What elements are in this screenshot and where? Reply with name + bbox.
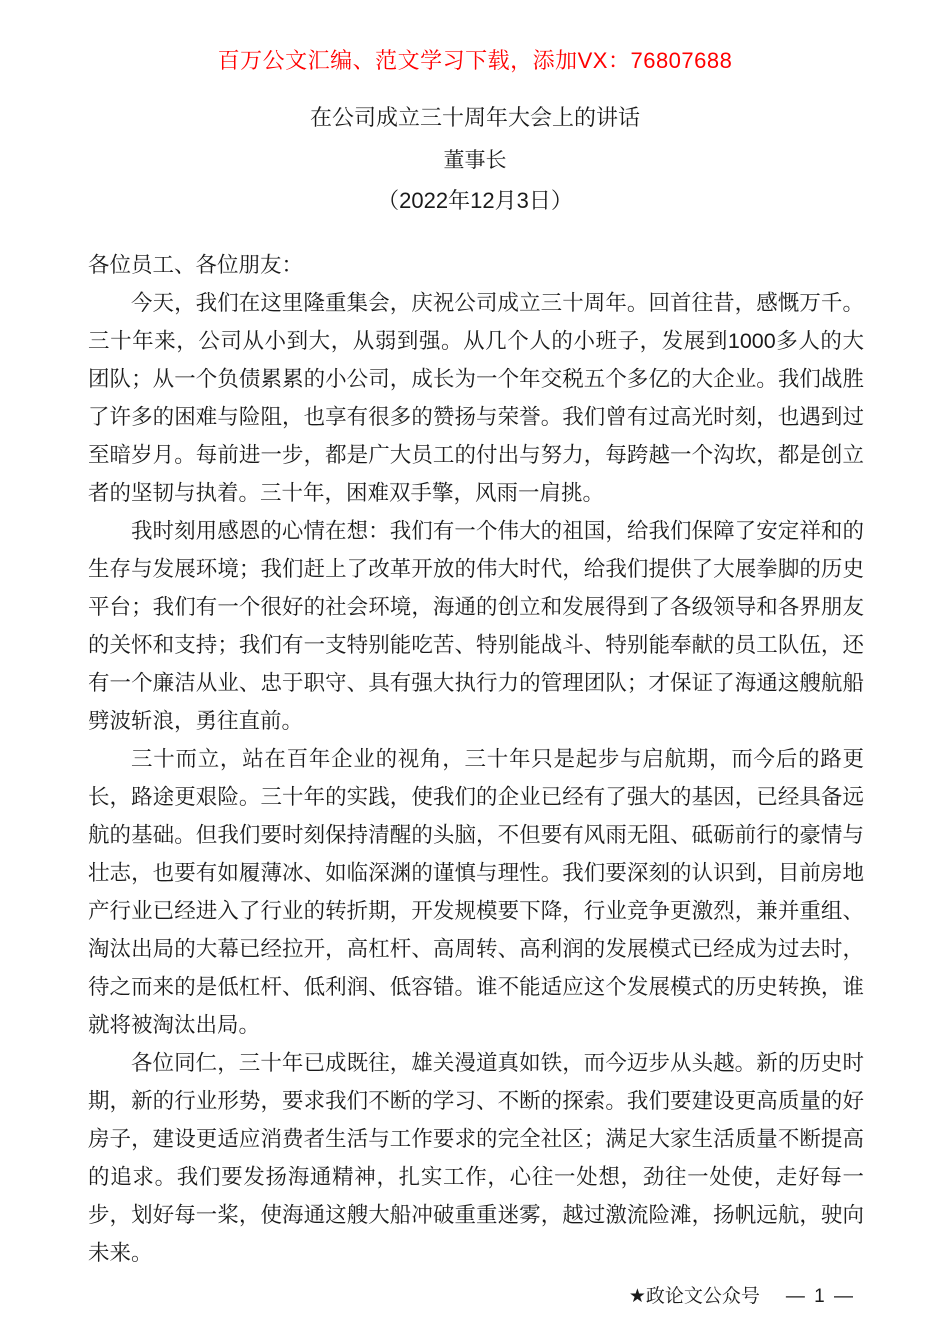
page-footer <box>629 1281 855 1308</box>
doc-title: 在公司成立三十周年大会上的讲话 <box>309 105 640 130</box>
footer-label: ★政论文公众号 <box>628 1286 760 1307</box>
promo-header: 百万公文汇编、范文学习下载，添加VX：76807688 <box>217 48 733 73</box>
paragraph-4: 各位同仁，三十年已成既往，雄关漫道真如铁，而今迈步从头越。新的历史时期，新的行业形势，要求我们不断的学习、不断的探索。我们要建设更高质量的好房子，建设更适应消费者生活与工作要求的完全社区；满足大家生活质量不断提高的追求。我们要发扬海通精神，扎实工作，心往一处想，劲往一处使，走好每一步，划好每一桨，使海通这艘大船冲破重重迷雾，越过激流险滩，扬帆远航，驶向未来。 <box>88 1051 864 1265</box>
salutation: 各位员工、各位朋友： <box>88 253 304 277</box>
doc-author: 董事长 <box>443 149 507 172</box>
paragraph-2: 我时刻用感恩的心情在想：我们有一个伟大的祖国，给我们保障了安定祥和的生存与发展环境；我们赶上了改革开放的伟大时代，给我们提供了大展拳脚的历史平台；我们有一个很好的社会环境，海通的创立和发展得到了各级领导和各界朋友的关怀和支持；我们有一支特别能吃苦、特别能战斗、特别能奉献的员工队伍，还有一个廉洁从业、忠于职守、具有强大执行力的管理团队；才保证了海通这艘航船劈波斩浪，勇往直前。 <box>88 519 864 733</box>
page-number: — 1 — <box>785 1286 855 1307</box>
doc-date: （2022年12月3日） <box>377 188 573 213</box>
paragraph-3: 三十而立，站在百年企业的视角，三十年只是起步与启航期，而今后的路更长，路途更艰险。三十年的实践，使我们的企业已经有了强大的基因，已经具备远航的基础。但我们要时刻保持清醒的头脑，不但要有风雨无阻、砥砺前行的豪情与壮志，也要有如履薄冰、如临深渊的谨慎与理性。我们要深刻的认识到，目前房地产行业已经进入了行业的转折期，开发规模要下降，行业竞争更激烈，兼并重组、淘汰出局的大幕已经拉开，高杠杆、高周转、高利润的发展模式已经成为过去时，待之而来的是低杠杆、低利润、低容错。谁不能适应这个发展模式的历史转换，谁就将被淘汰出局。 <box>88 747 864 1037</box>
paragraph-1: 今天，我们在这里隆重集会，庆祝公司成立三十周年。回首往昔，感慨万千。三十年来，公司从小到大，从弱到强。从几个人的小班子，发展到1000多人的大团队；从一个负债累累的小公司，成长为一个年交税五个多亿的大企业。我们战胜了许多的困难与险阻，也享有很多的赞扬与荣誉。我们曾有过高光时刻，也遇到过至暗岁月。每前进一步，都是广大员工的付出与努力，每跨越一个沟坎，都是创立者的坚韧与执着。三十年，困难双手擎，风雨一肩挑。 <box>88 291 864 505</box>
doc-body <box>88 246 864 1272</box>
